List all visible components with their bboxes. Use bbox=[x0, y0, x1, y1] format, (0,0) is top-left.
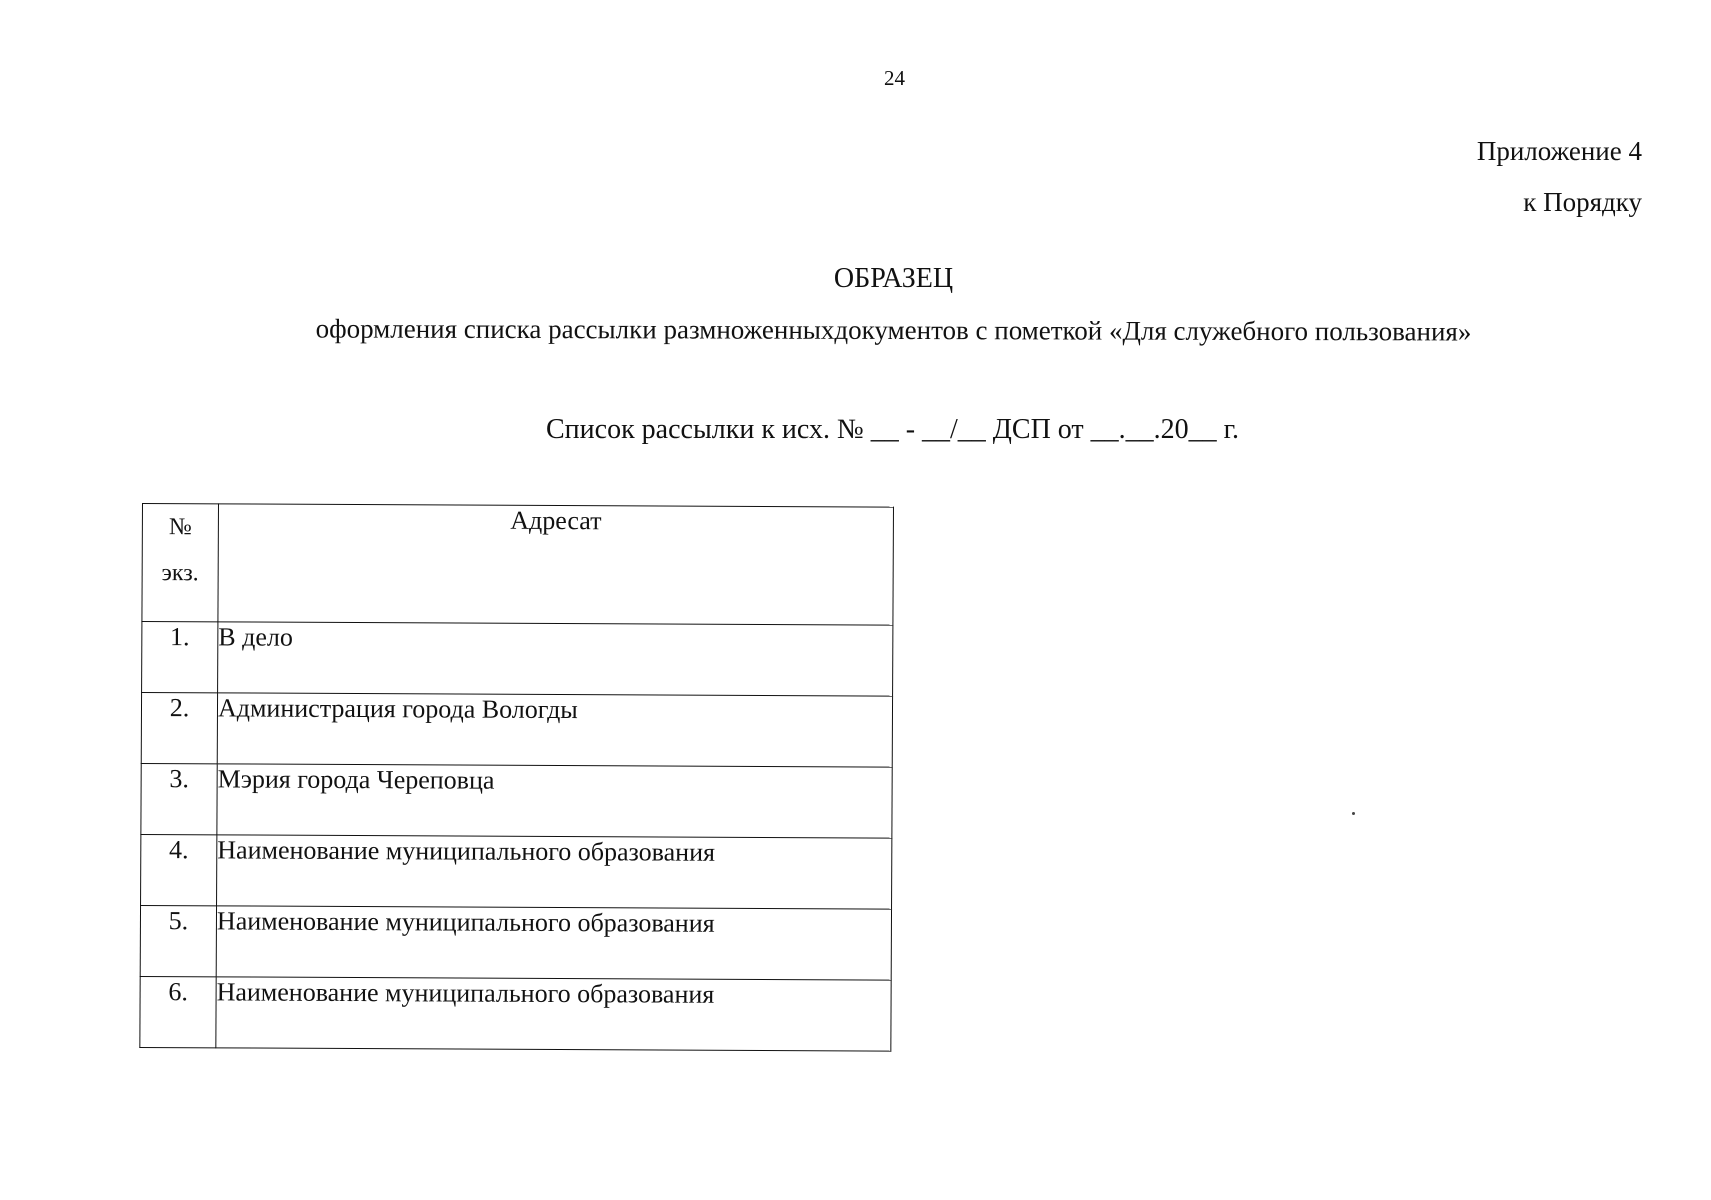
table-row bbox=[140, 905, 891, 980]
appendix-reference bbox=[1477, 126, 1642, 228]
copy-abbreviation: экз. bbox=[161, 560, 199, 587]
copy-number-cell: 4. bbox=[141, 834, 217, 905]
copy-number-cell: 6. bbox=[140, 976, 216, 1047]
addressee-cell: Наименование муниципального образования bbox=[217, 835, 892, 909]
document-title: ОБРАЗЕЦ bbox=[833, 263, 954, 294]
table-row bbox=[141, 763, 892, 838]
addressee-cell: В дело bbox=[218, 622, 893, 696]
dispatch-list-heading: Список рассылки к исх. № __ - __/__ ДСП от __.__.20__ г. bbox=[546, 414, 1239, 445]
number-sign: № bbox=[168, 514, 192, 541]
table-row bbox=[141, 834, 892, 909]
appendix-order-line: к Порядку bbox=[1523, 187, 1642, 217]
addressee-cell: Наименование муниципального образования bbox=[216, 906, 891, 980]
dispatch-table bbox=[139, 503, 894, 1052]
page-number: 24 bbox=[884, 66, 905, 90]
addressee-cell: Администрация города Вологды bbox=[217, 693, 892, 767]
table-row bbox=[140, 976, 891, 1051]
table-row bbox=[141, 693, 892, 768]
copy-number-cell: 3. bbox=[141, 763, 217, 834]
table-row bbox=[142, 622, 893, 697]
copy-number-cell: 5. bbox=[140, 905, 216, 976]
copy-number-header bbox=[142, 504, 219, 622]
dispatch-table-container bbox=[139, 503, 894, 1052]
copy-number-cell: 2. bbox=[141, 693, 217, 764]
appendix-line: Приложение 4 bbox=[1476, 136, 1642, 166]
document-subtitle: оформления списка рассылки размноженныхдокументов с пометкой «Для служебного пользования» bbox=[315, 313, 1472, 347]
addressee-header: Адресат bbox=[218, 504, 894, 625]
copy-number-cell: 1. bbox=[142, 622, 218, 693]
table-header-row bbox=[142, 504, 894, 626]
addressee-cell: Наименование муниципального образования bbox=[216, 977, 891, 1051]
addressee-cell: Мэрия города Череповца bbox=[217, 764, 892, 838]
scan-speck bbox=[1352, 812, 1355, 815]
